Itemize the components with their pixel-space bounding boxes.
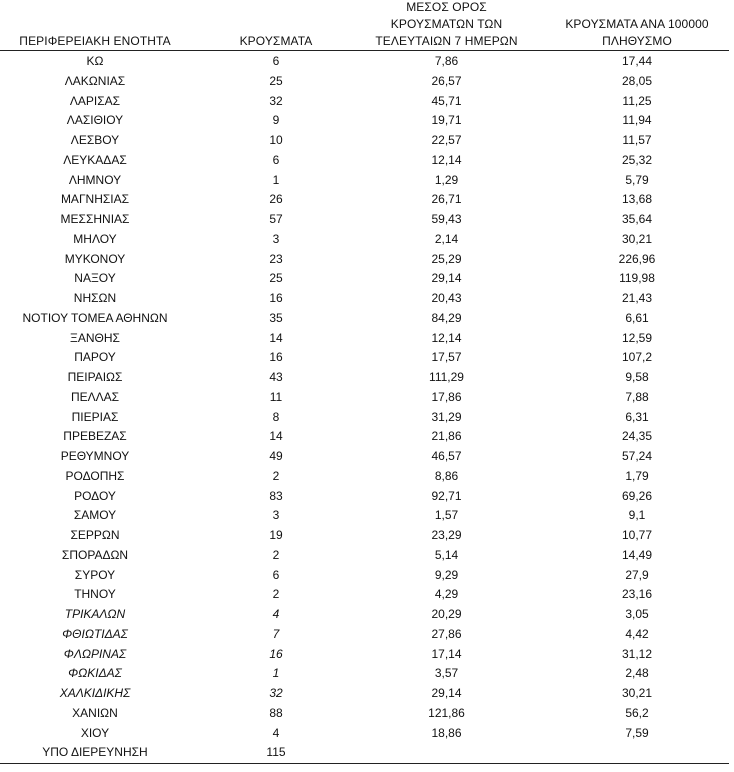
cell-7day-average: 4,29 bbox=[434, 587, 459, 602]
cell-region: ΣΑΜΟΥ bbox=[73, 508, 117, 523]
cell-7day-average: 20,43 bbox=[431, 291, 462, 305]
cell-per-100k: 5,79 bbox=[625, 172, 649, 187]
table-body bbox=[0, 51, 734, 762]
header-avg-line-2: ΚΡΟΥΣΜΑΤΩΝ ΤΩΝ bbox=[390, 17, 503, 31]
table-row bbox=[0, 663, 734, 683]
header-region bbox=[0, 33, 190, 50]
cell-region: ΠΙΕΡΙΑΣ bbox=[71, 409, 119, 424]
header-per-line-2: ΠΛΗΘΥΣΜΟ bbox=[602, 34, 672, 48]
cell-per-100k: 13,68 bbox=[621, 192, 653, 207]
cell-7day-average: 22,57 bbox=[431, 133, 462, 147]
cell-7day-average: 17,57 bbox=[431, 350, 462, 365]
table-row bbox=[0, 565, 734, 585]
cell-cases: 8 bbox=[272, 409, 280, 424]
cell-region: ΜΥΚΟΝΟΥ bbox=[64, 251, 126, 266]
cell-cases: 16 bbox=[269, 646, 283, 661]
cell-cases: 11 bbox=[269, 389, 283, 404]
cell-7day-average: 18,86 bbox=[431, 725, 462, 740]
table-row bbox=[0, 723, 734, 743]
cell-per-100k: 226,96 bbox=[618, 251, 656, 266]
cell-region: ΛΑΣΙΘΙΟΥ bbox=[66, 113, 124, 128]
cell-region: ΜΕΣΣΗΝΙΑΣ bbox=[60, 212, 130, 226]
cell-per-100k: 3,05 bbox=[625, 607, 649, 621]
cell-per-100k: 57,24 bbox=[621, 449, 653, 463]
cell-region: ΠΕΙΡΑΙΩΣ bbox=[67, 370, 123, 384]
cell-7day-average: 3,57 bbox=[434, 666, 459, 681]
cell-region: ΡΕΘΥΜΝΟΥ bbox=[60, 449, 130, 463]
cell-region: ΦΛΩΡΙΝΑΣ bbox=[63, 646, 127, 661]
cell-per-100k: 6,31 bbox=[625, 409, 649, 424]
cell-7day-average: 17,86 bbox=[431, 389, 462, 404]
cell-per-100k: 27,9 bbox=[625, 567, 649, 582]
cell-cases: 1 bbox=[272, 666, 280, 681]
cell-7day-average: 21,86 bbox=[431, 429, 462, 444]
bottom-rule bbox=[0, 763, 729, 764]
cell-region: ΜΑΓΝΗΣΙΑΣ bbox=[60, 192, 130, 207]
cell-per-100k: 23,16 bbox=[621, 587, 653, 602]
cell-7day-average: 5,14 bbox=[434, 547, 459, 562]
cell-cases: 43 bbox=[269, 370, 283, 384]
cell-cases: 23 bbox=[269, 251, 283, 266]
cell-cases: 32 bbox=[269, 93, 283, 108]
cell-cases: 6 bbox=[272, 152, 280, 167]
cell-7day-average: 26,57 bbox=[431, 73, 462, 88]
table-row bbox=[0, 426, 734, 446]
cell-7day-average: 19,71 bbox=[431, 113, 462, 128]
cell-per-100k: 28,05 bbox=[621, 73, 653, 88]
table-row bbox=[0, 545, 734, 565]
cell-per-100k: 14,49 bbox=[621, 547, 653, 562]
cell-per-100k: 7,88 bbox=[625, 389, 649, 404]
cell-7day-average: 27,86 bbox=[431, 626, 462, 641]
cell-7day-average: 20,29 bbox=[431, 607, 462, 621]
cell-per-100k: 25,32 bbox=[621, 152, 653, 167]
cell-per-100k: 17,44 bbox=[621, 54, 653, 68]
cell-cases: 3 bbox=[272, 231, 280, 246]
cell-cases: 3 bbox=[272, 508, 280, 523]
cell-7day-average: 8,86 bbox=[434, 468, 459, 483]
cell-region: ΠΕΛΛΑΣ bbox=[70, 389, 120, 404]
cell-cases: 6 bbox=[272, 54, 280, 68]
table-row bbox=[0, 466, 734, 486]
table-row bbox=[0, 189, 734, 209]
table-row bbox=[0, 308, 734, 328]
cell-region: ΧΑΝΙΩΝ bbox=[72, 705, 118, 720]
cell-7day-average: 111,29 bbox=[429, 370, 464, 384]
cell-region: ΚΩ bbox=[86, 54, 104, 68]
cell-7day-average: 25,29 bbox=[431, 251, 462, 266]
cell-cases: 2 bbox=[272, 547, 280, 562]
table-row bbox=[0, 150, 734, 170]
cell-cases: 26 bbox=[269, 192, 283, 207]
table-header bbox=[0, 0, 734, 50]
cell-per-100k: 7,59 bbox=[625, 725, 649, 740]
cell-7day-average: 7,86 bbox=[434, 54, 459, 68]
cell-region: ΠΑΡΟΥ bbox=[74, 350, 116, 365]
cell-7day-average: 121,86 bbox=[428, 705, 465, 720]
cell-cases: 10 bbox=[269, 133, 283, 147]
cell-7day-average: 46,57 bbox=[431, 449, 462, 463]
cell-region: ΡΟΔΟΥ bbox=[74, 488, 116, 503]
cell-cases: 1 bbox=[272, 172, 280, 187]
cell-region: ΛΗΜΝΟΥ bbox=[68, 172, 122, 187]
cell-per-100k: 1,79 bbox=[625, 468, 649, 483]
header-per-line-1: ΚΡΟΥΣΜΑΤΑ ΑΝΑ 100000 bbox=[565, 17, 709, 31]
cell-per-100k: 119,98 bbox=[619, 271, 655, 286]
table-row bbox=[0, 505, 734, 525]
cell-per-100k: 10,77 bbox=[621, 528, 653, 542]
cell-per-100k: 11,25 bbox=[622, 93, 652, 108]
cell-cases: 4 bbox=[272, 725, 280, 740]
header-per-100k bbox=[545, 16, 729, 50]
cell-per-100k: 69,26 bbox=[621, 488, 653, 503]
cell-7day-average: 92,71 bbox=[431, 488, 462, 503]
cell-region: ΤΗΝΟΥ bbox=[74, 587, 116, 602]
table-row bbox=[0, 91, 734, 111]
cell-region: ΤΡΙΚΑΛΩΝ bbox=[64, 607, 126, 621]
header-7day-average bbox=[353, 0, 540, 50]
cell-7day-average: 84,29 bbox=[431, 310, 462, 325]
cell-region: ΞΑΝΘΗΣ bbox=[70, 330, 120, 345]
table-row bbox=[0, 644, 734, 664]
cell-cases: 2 bbox=[272, 587, 280, 602]
table-row bbox=[0, 446, 734, 466]
header-avg-line-1: ΜΕΣΟΣ ΟΡΟΣ bbox=[406, 0, 487, 14]
cell-region: ΣΠΟΡΑΔΩΝ bbox=[61, 547, 129, 562]
cell-per-100k: 4,42 bbox=[625, 626, 649, 641]
cell-region: ΧΑΛΚΙΔΙΚΗΣ bbox=[59, 686, 131, 700]
table-row bbox=[0, 742, 734, 762]
table-row bbox=[0, 51, 734, 71]
cell-cases: 115 bbox=[266, 745, 286, 760]
cell-per-100k: 11,94 bbox=[622, 113, 652, 128]
cell-7day-average: 9,29 bbox=[434, 567, 459, 582]
cell-7day-average: 1,57 bbox=[434, 508, 459, 523]
table-row bbox=[0, 604, 734, 624]
cell-per-100k: 56,2 bbox=[625, 705, 649, 720]
cell-cases: 49 bbox=[269, 449, 283, 463]
cell-region: ΛΑΚΩΝΙΑΣ bbox=[64, 73, 126, 88]
cell-cases: 25 bbox=[269, 271, 283, 286]
cell-region: ΝΗΣΩΝ bbox=[73, 291, 117, 305]
cell-region: ΣΥΡΟΥ bbox=[74, 567, 116, 582]
table-row bbox=[0, 229, 734, 249]
table-row bbox=[0, 328, 734, 348]
cell-cases: 88 bbox=[269, 705, 283, 720]
cell-region: ΛΑΡΙΣΑΣ bbox=[69, 93, 121, 108]
table-row bbox=[0, 584, 734, 604]
cell-per-100k: 30,21 bbox=[621, 686, 653, 700]
cell-per-100k: 9,1 bbox=[628, 508, 646, 523]
table-row bbox=[0, 249, 734, 269]
cell-7day-average: 45,71 bbox=[431, 93, 462, 108]
cell-7day-average: 2,14 bbox=[434, 231, 459, 246]
cell-7day-average: 12,14 bbox=[431, 330, 462, 345]
cell-cases: 7 bbox=[272, 626, 280, 641]
cell-cases: 2 bbox=[272, 468, 280, 483]
cell-7day-average: 12,14 bbox=[431, 152, 462, 167]
cell-7day-average: 1,29 bbox=[434, 172, 459, 187]
table-row bbox=[0, 347, 734, 367]
cell-cases: 16 bbox=[269, 350, 283, 365]
table-row bbox=[0, 407, 734, 427]
cell-region: ΝΟΤΙΟΥ ΤΟΜΕΑ ΑΘΗΝΩΝ bbox=[22, 310, 168, 325]
cell-7day-average: 59,43 bbox=[431, 212, 462, 226]
cell-per-100k: 2,48 bbox=[625, 666, 649, 681]
table-row bbox=[0, 130, 734, 150]
cell-cases: 9 bbox=[272, 113, 280, 128]
cell-cases: 32 bbox=[269, 686, 283, 700]
cell-per-100k: 31,12 bbox=[621, 646, 653, 661]
cell-per-100k: 35,64 bbox=[621, 212, 653, 226]
header-cases-line: ΚΡΟΥΣΜΑΤΑ bbox=[239, 34, 313, 48]
cell-cases: 16 bbox=[269, 291, 283, 305]
cell-per-100k: 12,59 bbox=[621, 330, 653, 345]
cell-region: ΡΟΔΟΠΗΣ bbox=[65, 468, 125, 483]
table-row bbox=[0, 703, 734, 723]
cell-cases: 4 bbox=[272, 607, 280, 621]
cell-region: ΛΕΥΚΑΔΑΣ bbox=[63, 152, 127, 167]
cell-7day-average: 26,71 bbox=[431, 192, 462, 207]
cell-cases: 6 bbox=[272, 567, 280, 582]
table-row bbox=[0, 71, 734, 91]
cell-cases: 25 bbox=[269, 73, 283, 88]
cell-region: ΦΩΚΙΔΑΣ bbox=[68, 666, 122, 681]
table-row bbox=[0, 110, 734, 130]
cell-region: ΝΑΞΟΥ bbox=[74, 271, 116, 286]
cell-7day-average: 29,14 bbox=[431, 271, 462, 286]
cell-region: ΦΘΙΩΤΙΔΑΣ bbox=[62, 626, 128, 641]
cell-cases: 83 bbox=[269, 488, 283, 503]
table-row bbox=[0, 525, 734, 545]
cell-7day-average: 29,14 bbox=[431, 686, 462, 700]
header-avg-line-3: ΤΕΛΕΥΤΑΙΩΝ 7 ΗΜΕΡΩΝ bbox=[375, 34, 518, 48]
table-row bbox=[0, 170, 734, 190]
cell-cases: 19 bbox=[269, 528, 283, 542]
cell-per-100k: 9,58 bbox=[625, 370, 649, 384]
table-row bbox=[0, 624, 734, 644]
table-row bbox=[0, 288, 734, 308]
cell-per-100k: 21,43 bbox=[621, 291, 653, 305]
cell-per-100k: 107,2 bbox=[621, 350, 653, 365]
cell-region: ΧΙΟΥ bbox=[80, 725, 110, 740]
cell-per-100k: 11,57 bbox=[622, 133, 652, 147]
table-row bbox=[0, 209, 734, 229]
cell-region: ΛΕΣΒΟΥ bbox=[70, 133, 120, 147]
cell-region: ΣΕΡΡΩΝ bbox=[70, 528, 120, 542]
table-row bbox=[0, 268, 734, 288]
table-row bbox=[0, 367, 734, 387]
cell-region: ΜΗΛΟΥ bbox=[73, 231, 117, 246]
cell-per-100k: 6,61 bbox=[625, 310, 649, 325]
header-cases bbox=[225, 33, 327, 50]
cell-region: ΥΠΟ ΔΙΕΡΕΥΝΗΣΗ bbox=[42, 745, 148, 760]
cell-cases: 35 bbox=[269, 310, 283, 325]
table-row bbox=[0, 683, 734, 703]
header-region-line: ΠΕΡΙΦΕΡΕΙΑΚΗ ΕΝΟΤΗΤΑ bbox=[19, 34, 171, 48]
cell-cases: 14 bbox=[269, 429, 283, 444]
table-row bbox=[0, 486, 734, 506]
cell-per-100k: 24,35 bbox=[621, 429, 653, 444]
cell-per-100k: 30,21 bbox=[621, 231, 653, 246]
cell-7day-average: 23,29 bbox=[431, 528, 462, 542]
cell-cases: 57 bbox=[269, 212, 283, 226]
table-row bbox=[0, 387, 734, 407]
cell-cases: 14 bbox=[269, 330, 283, 345]
cell-7day-average: 31,29 bbox=[431, 409, 462, 424]
cell-region: ΠΡΕΒΕΖΑΣ bbox=[63, 429, 127, 444]
cell-7day-average: 17,14 bbox=[431, 646, 462, 661]
